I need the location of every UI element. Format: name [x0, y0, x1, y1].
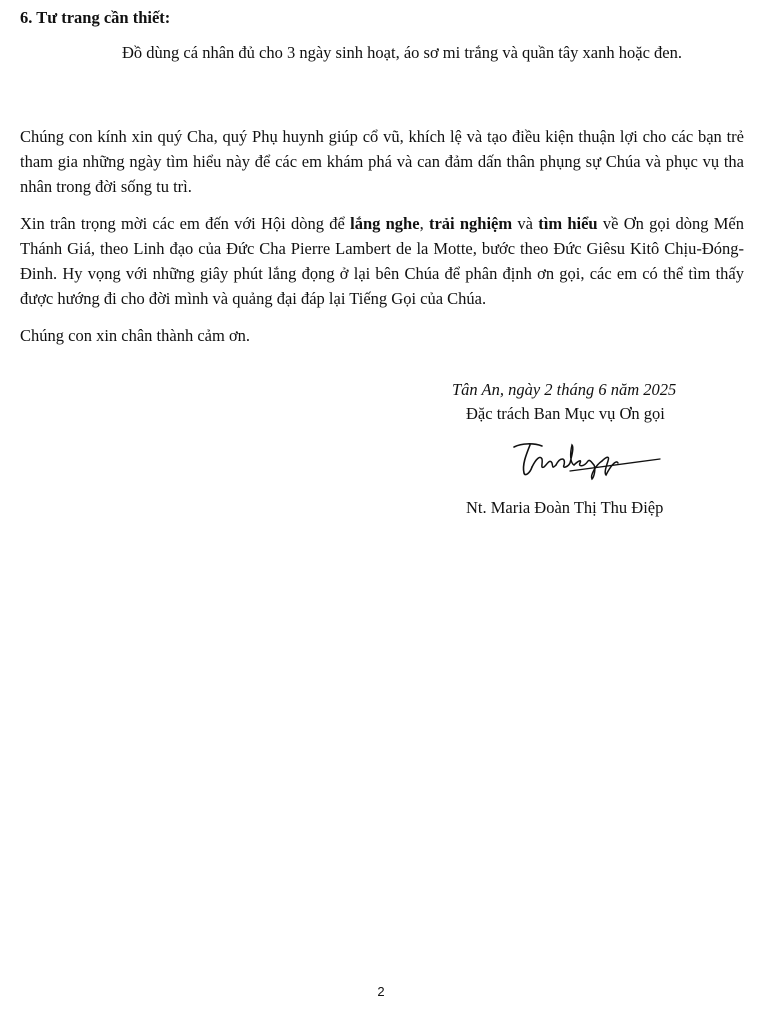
place-date: Tân An, ngày 2 tháng 6 năm 2025 [452, 380, 677, 399]
section-text: Đồ dùng cá nhân đủ cho 3 ngày sinh hoạt, áo sơ mi trắng và quần tây xanh hoặc đen. [122, 43, 682, 62]
paragraph-request: Chúng con kính xin quý Cha, quý Phụ huynh giúp cổ vũ, khích lệ và tạo điều kiện thuận lợi cho các bạn trẻ tham gia những ngày tìm hiểu này để các em khám phá và can đảm dấn thân phụng sự Chúa và phục vụ tha nhân trong đời sống tu trì. [20, 127, 744, 196]
signer-name: Nt. Maria Đoàn Thị Thu Điệp [466, 498, 664, 517]
bold-discover: tìm hiểu [538, 214, 598, 233]
bold-listen: lắng nghe [350, 214, 420, 233]
invitation-text-end: về Ơn gọi dòng Mến Thánh Giá, theo Linh đạo của Đức Cha Pierre Lambert de la Motte, bước theo Đức Giêsu Kitô Chịu-Đóng-Đinh. Hy vọng với những giây phút lắng đọng ở lại bên Chúa để phân định ơn gọi, các em có thể tìm thấy được hướng đi cho đời mình và quảng đại đáp lại Tiếng Gọi của Chúa. [20, 214, 744, 308]
page-number: 2 [377, 984, 385, 999]
invitation-sep2: và [512, 214, 539, 233]
signature-image [500, 433, 670, 483]
invitation-text-start: Xin trân trọng mời các em đến với Hội dòng để [20, 214, 351, 233]
section-heading: 6. Tư trang cần thiết: [20, 8, 171, 27]
invitation-sep1: , [419, 214, 429, 233]
signer-role: Đặc trách Ban Mục vụ Ơn gọi [466, 404, 665, 423]
bold-experience: trải nghiệm [428, 214, 513, 233]
paragraph-thanks: Chúng con xin chân thành cảm ơn. [20, 326, 251, 345]
paragraph-invitation [20, 211, 744, 311]
